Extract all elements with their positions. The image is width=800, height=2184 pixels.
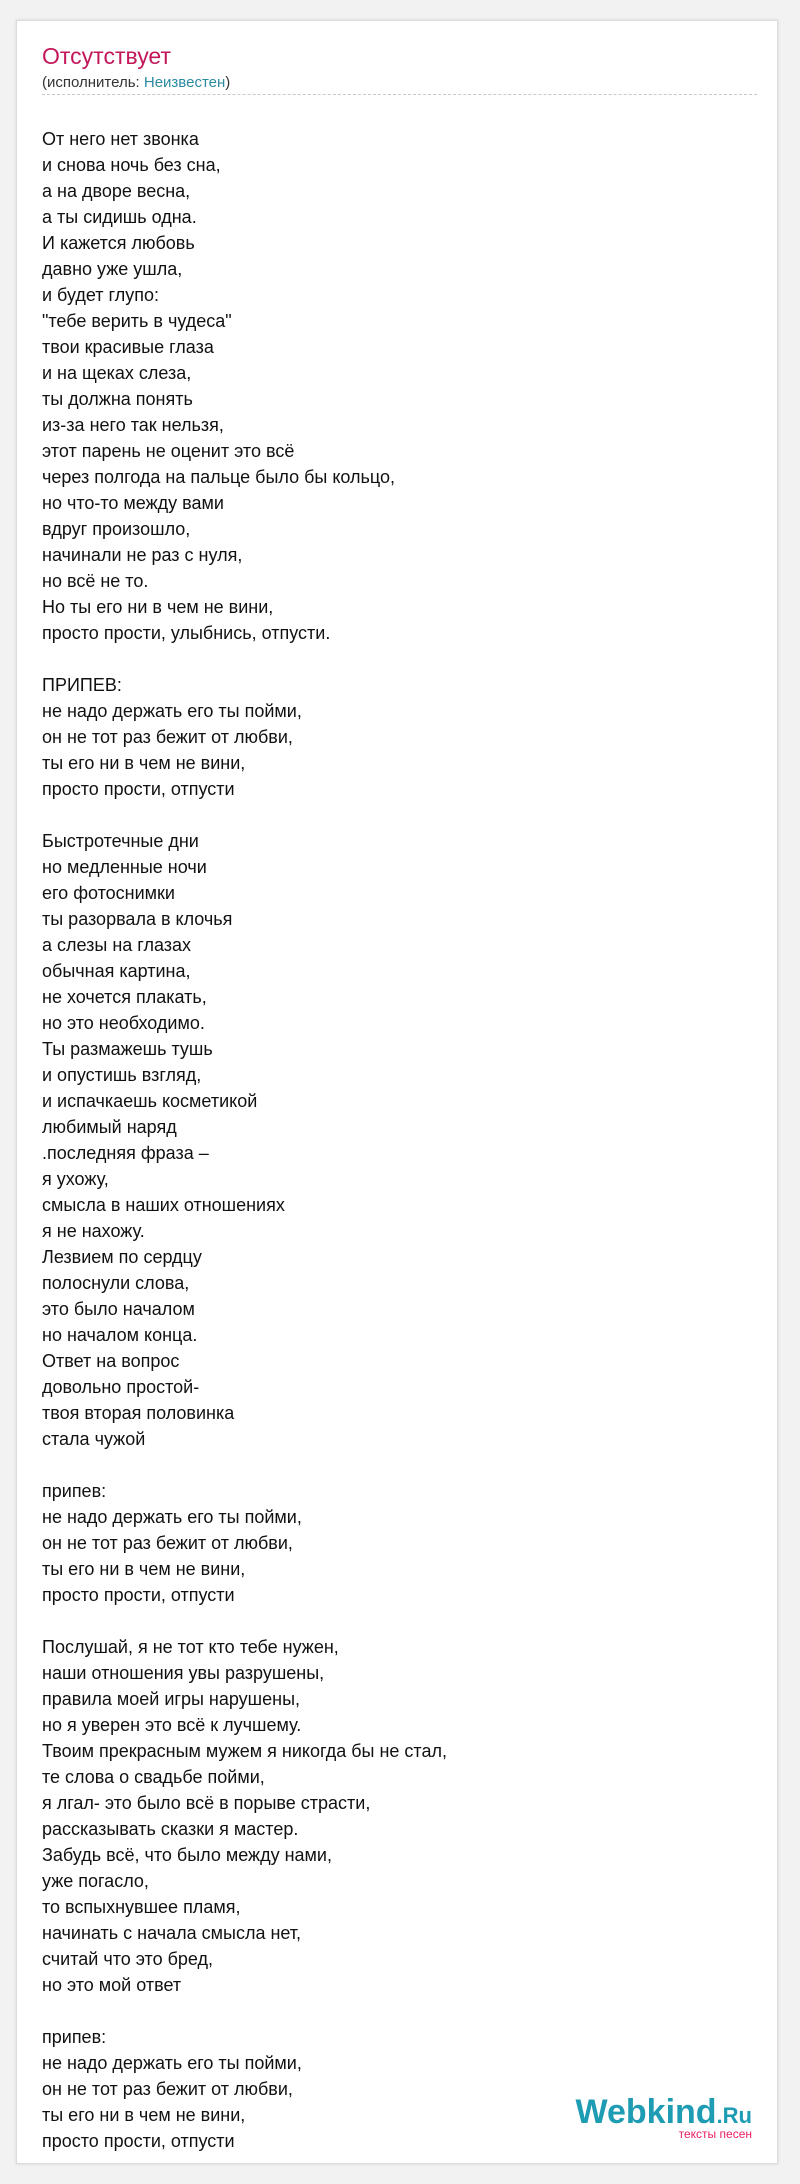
lyrics-line: но всё не то. <box>42 571 149 591</box>
lyrics-line: ты разорвала в клочья <box>42 909 233 929</box>
lyrics-blank-line <box>42 1452 762 1478</box>
lyrics-line: Послушай, я не тот кто тебе нужен, <box>42 1637 339 1657</box>
lyrics-line: начинали не раз с нуля, <box>42 545 243 565</box>
lyrics-line: твоя вторая половинка <box>42 1403 235 1423</box>
lyrics-line: и опустишь взгляд, <box>42 1065 202 1085</box>
lyrics-card <box>16 20 778 2164</box>
lyrics-line: и на щеках слеза, <box>42 363 192 383</box>
lyrics-line: просто прости, отпусти <box>42 2131 235 2151</box>
lyrics-line: правила моей игры нарушены, <box>42 1689 301 1709</box>
lyrics-line: припев: <box>42 1481 107 1501</box>
lyrics-line: стала чужой <box>42 1429 146 1449</box>
lyrics-line: через полгода на пальце было бы кольцо, <box>42 467 396 487</box>
lyrics-line: не надо держать его ты пойми, <box>42 2053 302 2073</box>
lyrics-line: просто прости, отпусти <box>42 1585 235 1605</box>
lyrics-line: ты должна понять <box>42 389 193 409</box>
lyrics-line: а ты сидишь одна. <box>42 207 197 227</box>
lyrics-line: Твоим прекрасным мужем я никогда бы не стал, <box>42 1741 447 1761</box>
artist-link[interactable]: Неизвестен <box>143 74 226 91</box>
lyrics-line: не хочется плакать, <box>42 987 207 1007</box>
lyrics-line: Ответ на вопрос <box>42 1351 180 1371</box>
lyrics-line: уже погасло, <box>42 1871 149 1891</box>
lyrics-line: но это мой ответ <box>42 1975 182 1995</box>
lyrics-line: начинать с начала смысла нет, <box>42 1923 302 1943</box>
lyrics-line: это было началом <box>42 1299 195 1319</box>
artist-suffix: ) <box>225 74 231 91</box>
lyrics-line: я лгал- это было всё в порыве страсти, <box>42 1793 371 1813</box>
lyrics-line: наши отношения увы разрушены, <box>42 1663 325 1683</box>
lyrics-line: твои красивые глаза <box>42 337 214 357</box>
lyrics-line: обычная картина, <box>42 961 191 981</box>
site-logo[interactable] <box>552 2095 752 2141</box>
lyrics-text <box>42 126 762 2154</box>
lyrics-line: ты его ни в чем не вини, <box>42 2105 246 2125</box>
lyrics-line: но это необходимо. <box>42 1013 205 1033</box>
lyrics-line: Лезвием по сердцу <box>42 1247 202 1267</box>
song-title: Отсутствует <box>42 43 171 69</box>
lyrics-line: не надо держать его ты пойми, <box>42 1507 302 1527</box>
lyrics-line: но что-то между вами <box>42 493 224 513</box>
lyrics-line: И кажется любовь <box>42 233 195 253</box>
lyrics-line: припев: <box>42 2027 107 2047</box>
lyrics-line: ты его ни в чем не вини, <box>42 1559 246 1579</box>
lyrics-line: но началом конца. <box>42 1325 198 1345</box>
logo-name: Webkind <box>575 2093 717 2131</box>
lyrics-blank-line <box>42 646 762 672</box>
lyrics-line: любимый наряд <box>42 1117 177 1137</box>
lyrics-line: те слова о свадьбе пойми, <box>42 1767 265 1787</box>
lyrics-line: я не нахожу. <box>42 1221 145 1241</box>
lyrics-line: .последняя фраза – <box>42 1143 209 1163</box>
lyrics-line: но я уверен это всё к лучшему. <box>42 1715 302 1735</box>
lyrics-line: то вспыхнувшее пламя, <box>42 1897 241 1917</box>
lyrics-line: полоснули слова, <box>42 1273 190 1293</box>
lyrics-line: не надо держать его ты пойми, <box>42 701 302 721</box>
lyrics-line: он не тот раз бежит от любви, <box>42 2079 293 2099</box>
lyrics-line: но медленные ночи <box>42 857 207 877</box>
lyrics-line: я ухожу, <box>42 1169 109 1189</box>
lyrics-line: Но ты его ни в чем не вини, <box>42 597 274 617</box>
lyrics-line: "тебе верить в чудеса" <box>42 311 232 331</box>
lyrics-line: он не тот раз бежит от любви, <box>42 1533 293 1553</box>
lyrics-line: а слезы на глазах <box>42 935 192 955</box>
lyrics-line: считай что это бред, <box>42 1949 214 1969</box>
logo-tld: .Ru <box>716 2103 752 2128</box>
lyrics-blank-line <box>42 1998 762 2024</box>
logo-tagline: тексты песен <box>678 2127 752 2141</box>
lyrics-line: рассказывать сказки я мастер. <box>42 1819 299 1839</box>
lyrics-line: давно уже ушла, <box>42 259 183 279</box>
lyrics-line: Забудь всё, что было между нами, <box>42 1845 332 1865</box>
lyrics-line: ты его ни в чем не вини, <box>42 753 246 773</box>
lyrics-line: этот парень не оценит это всё <box>42 441 295 461</box>
lyrics-line: и испачкаешь косметикой <box>42 1091 258 1111</box>
artist-line <box>42 74 230 92</box>
lyrics-line: а на дворе весна, <box>42 181 191 201</box>
lyrics-line: довольно простой- <box>42 1377 200 1397</box>
lyrics-line: и снова ночь без сна, <box>42 155 221 175</box>
lyrics-line: Ты размажешь тушь <box>42 1039 213 1059</box>
lyrics-line: его фотоснимки <box>42 883 175 903</box>
lyrics-line: просто прости, улыбнись, отпусти. <box>42 623 331 643</box>
lyrics-line: Быстротечные дни <box>42 831 199 851</box>
header-divider <box>42 94 757 95</box>
artist-prefix: (исполнитель: <box>42 74 144 91</box>
lyrics-line: и будет глупо: <box>42 285 159 305</box>
lyrics-line: из-за него так нельзя, <box>42 415 224 435</box>
lyrics-blank-line <box>42 802 762 828</box>
lyrics-line: просто прости, отпусти <box>42 779 235 799</box>
lyrics-blank-line <box>42 1608 762 1634</box>
lyrics-line: От него нет звонка <box>42 129 199 149</box>
lyrics-line: вдруг произошло, <box>42 519 191 539</box>
lyrics-line: смысла в наших отношениях <box>42 1195 285 1215</box>
lyrics-line: он не тот раз бежит от любви, <box>42 727 293 747</box>
lyrics-line: ПРИПЕВ: <box>42 675 122 695</box>
